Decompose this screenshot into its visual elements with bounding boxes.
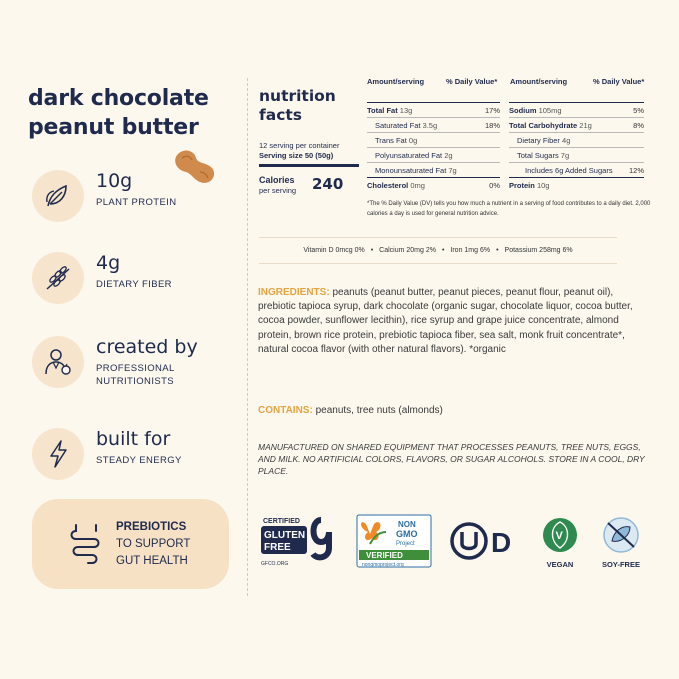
nutrient-label: Cholesterol: [367, 180, 409, 190]
right-amount-header: Amount/serving: [510, 77, 568, 86]
feature-protein-label: PLANT PROTEIN: [96, 197, 177, 208]
nutrient-label: Protein: [509, 180, 535, 190]
product-title: [28, 84, 243, 142]
nutrient-daily-value: 5%: [633, 105, 644, 115]
nutrient-name: [509, 151, 569, 160]
gluten-certified-text: CERTIFIED: [263, 518, 300, 525]
nutrition-row: [509, 147, 644, 162]
lightning-icon: [32, 428, 84, 480]
servings-per-container: 12 serving per container: [259, 141, 340, 150]
nutrition-row: [367, 132, 500, 147]
vegan-v: V: [555, 530, 563, 542]
nutrient-amount: 0g: [408, 135, 418, 145]
nongmo-site: nongmoproject.org: [362, 562, 404, 568]
contains-list: peanuts, tree nuts (almonds): [315, 405, 443, 416]
product-title-line1: dark chocolate: [28, 86, 209, 111]
ingredients-text: [258, 286, 634, 357]
vitamins-row: [259, 237, 617, 264]
product-title-block: [28, 84, 243, 142]
feature-fiber: [32, 252, 172, 304]
nutrient-name: [367, 136, 417, 145]
wheat-icon: [32, 252, 84, 304]
product-title-line2: peanut butter: [28, 115, 199, 140]
column-divider: [247, 78, 248, 596]
soy-free-label: SOY-FREE: [602, 560, 640, 569]
nongmo-verified: VERIFIED: [366, 551, 403, 560]
nutrition-row: [509, 132, 644, 147]
nutrient-name: [509, 106, 562, 115]
nutrient-label: Total Fat: [367, 105, 398, 115]
prebiotics-line3: GUT HEALTH: [116, 554, 188, 567]
nutrient-name: [367, 121, 437, 130]
free-text: FREE: [264, 542, 291, 553]
potassium: Potassium 258mg 6%: [504, 247, 573, 254]
nutrition-row: [367, 102, 500, 117]
prebiotics-line2: TO SUPPORT: [116, 537, 191, 550]
calories-label: Calories: [259, 175, 295, 185]
nongmo-non: NON: [398, 520, 416, 529]
nutrition-row: [367, 162, 500, 177]
feature-nutritionists-label-1: PROFESSIONAL: [96, 363, 175, 374]
nutrient-daily-value: 12%: [628, 165, 644, 175]
leaf-icon: [32, 170, 84, 222]
nutrient-amount: 2g: [444, 150, 453, 160]
nutrient-name: [367, 106, 412, 115]
nutrition-facts-title: [259, 87, 336, 125]
vitamin-separator: •: [441, 247, 445, 254]
nutrient-amount: 0mg: [410, 180, 425, 190]
feature-nutritionists-value: created by: [96, 336, 198, 358]
right-dv-header: % Daily Value*: [593, 77, 645, 86]
nutrient-label: Saturated Fat: [375, 120, 421, 130]
kosher-d: D: [491, 527, 512, 558]
nutrient-name: [367, 151, 453, 160]
feature-fiber-value: 4g: [96, 252, 121, 274]
nutrient-label: Total Carbohydrate: [509, 120, 578, 130]
nutrient-amount: 13g: [399, 105, 413, 115]
nutrient-label: Monounsaturated Fat: [375, 165, 447, 175]
calories-sub: per serving: [259, 186, 297, 195]
nutrition-title-line1: nutrition: [259, 87, 336, 105]
nutrient-name: [367, 166, 457, 175]
nutrient-daily-value: 17%: [484, 105, 500, 115]
left-amount-header: Amount/serving: [367, 77, 425, 86]
nutrient-label: Includes 6g Added Sugars: [525, 165, 613, 175]
prebiotics-line1: PREBIOTICS: [116, 520, 187, 533]
nutrient-label: Dietary Fiber: [517, 135, 560, 145]
left-dv-header: % Daily Value*: [446, 77, 498, 86]
nutrition-title-line2: facts: [259, 106, 303, 124]
nutrient-amount: 10g: [536, 180, 550, 190]
daily-value-footnote: *The % Daily Value (DV) tells you how much a nutrient in a serving of food contributes to a daily diet. 2,000 calories a day is used for general nutrition advice.: [367, 201, 651, 217]
nutrient-name: [509, 181, 549, 190]
contains-label: CONTAINS:: [258, 405, 313, 416]
nutrition-row: [509, 162, 644, 177]
iron: Iron 1mg 6%: [450, 247, 491, 254]
feature-fiber-label: DIETARY FIBER: [96, 279, 172, 290]
nutrient-name: [509, 166, 613, 175]
nutrition-row: [509, 102, 644, 117]
nutritionist-icon: [32, 336, 84, 388]
vitamin-separator: •: [496, 247, 499, 254]
nongmo-gmo: GMO: [396, 529, 418, 539]
kosher-logo: [449, 520, 519, 562]
nutrition-row: [367, 117, 500, 132]
feature-protein: [32, 170, 177, 222]
contains-text: [258, 405, 443, 416]
vegan-label: VEGAN: [546, 560, 574, 569]
ingredients-label: INGREDIENTS:: [258, 287, 330, 298]
calories-value: 240: [312, 175, 344, 193]
serving-size: Serving size 50 (50g): [259, 151, 334, 160]
nutrient-label: Total Sugars: [517, 150, 559, 160]
vitamin-d: Vitamin D 0mcg 0%: [303, 247, 365, 254]
nutrient-amount: 3.5g: [422, 120, 438, 130]
nutrient-amount: 7g: [448, 165, 457, 175]
vegan-icon: [540, 515, 580, 555]
gluten-free-logo: [259, 512, 341, 568]
gut-icon: [66, 521, 106, 567]
soy-free-icon: [600, 515, 642, 555]
nutrient-amount: 4g: [562, 135, 571, 145]
non-gmo-logo: [356, 514, 432, 568]
gfco-site: GFCO.ORG: [261, 561, 289, 567]
vitamin-separator: •: [370, 247, 374, 254]
nutrient-amount: 105mg: [538, 105, 562, 115]
nutrient-name: [509, 136, 570, 145]
nutrient-daily-value: 8%: [633, 120, 644, 130]
nutrient-amount: 7g: [560, 150, 570, 160]
nutrient-daily-value: 18%: [484, 120, 500, 130]
feature-nutritionists-label-2: NUTRITIONISTS: [96, 376, 175, 387]
nutrition-row: [509, 117, 644, 132]
nutrition-row: [367, 177, 500, 192]
nutrient-daily-value: 0%: [489, 180, 500, 190]
feature-protein-value: 10g: [96, 170, 133, 192]
prebiotics-badge: [32, 499, 229, 589]
ingredients-list: peanuts (peanut butter, peanut pieces, peanut flour, peanut oil), prebiotic tapioca syrup, dark chocolate (organic sugar, chocolate liquor, cocoa butter, cocoa powder, sunflower lecithin), rice syrup and grape juice concentrate, almond protein, brown rice protein, prebiotic tapioca fiber, sea salt, monk fruit concentrate*, natural cocoa flavor (with other natural flavors). *organic: [258, 287, 633, 355]
feature-energy: [32, 428, 182, 480]
peanut-icon: [170, 148, 218, 186]
calcium: Calcium 20mg 2%: [379, 247, 436, 254]
nutrient-name: [367, 181, 425, 190]
feature-energy-label: STEADY ENERGY: [96, 455, 182, 466]
nutrient-label: Sodium: [509, 105, 537, 115]
feature-energy-value: built for: [96, 428, 171, 450]
feature-nutritionists: [32, 336, 198, 388]
nutrition-row: [367, 147, 500, 162]
nutrient-name: [509, 121, 592, 130]
nongmo-project: Project: [396, 541, 415, 547]
nutrition-rule: [259, 164, 359, 167]
nutrient-label: Polyunsaturated Fat: [375, 150, 443, 160]
nutrition-row: [509, 177, 644, 192]
gluten-text: GLUTEN: [264, 530, 306, 541]
nutrient-amount: 21g: [579, 120, 592, 130]
nutrient-label: Trans Fat: [375, 135, 407, 145]
manufacturing-notice: MANUFACTURED ON SHARED EQUIPMENT THAT PROCESSES PEANUTS, TREE NUTS, EGGS, AND MILK. NO ARTIFICIAL COLORS, FLAVORS, OR SUGAR ALCOHOLS. STORE IN A COOL, DRY PLACE.: [258, 442, 645, 476]
